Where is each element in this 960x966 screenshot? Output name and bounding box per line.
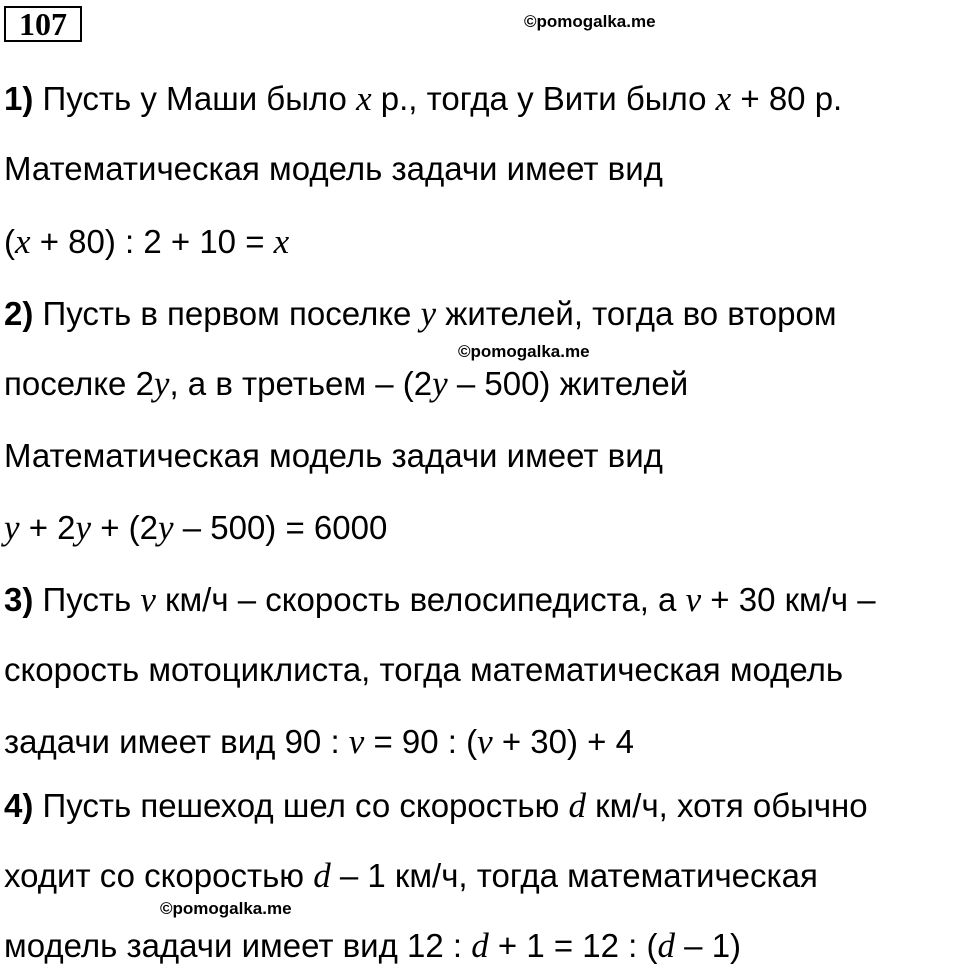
- math-variable: x: [273, 222, 290, 261]
- text-segment: ходит со скоростью: [4, 857, 314, 894]
- math-variable: d: [313, 856, 331, 895]
- text-segment: Пусть пешеход шел со скоростью: [33, 787, 569, 824]
- text-line: [4, 364, 688, 404]
- text-segment: Математическая модель задачи имеет вид: [4, 437, 663, 474]
- text-segment: задачи имеет вид 90 :: [4, 723, 349, 760]
- text-segment: км/ч, хотя обычно: [585, 787, 868, 824]
- text-segment: (: [4, 223, 15, 260]
- text-segment: скорость мотоциклиста, тогда математическая модель: [4, 651, 844, 688]
- math-variable: y: [153, 364, 170, 403]
- math-variable: y: [4, 508, 20, 547]
- text-line: [4, 650, 843, 690]
- text-segment: – 1): [675, 927, 742, 964]
- text-segment: + 80 р.: [731, 80, 843, 117]
- text-segment: – 500) жителей: [447, 365, 689, 402]
- text-segment: + 2: [19, 509, 76, 546]
- watermark-bottom: ©pomogalka.me: [160, 899, 292, 918]
- text-line: [4, 436, 663, 476]
- math-variable: y: [158, 508, 174, 547]
- text-line: [4, 786, 868, 826]
- math-variable: y: [432, 364, 448, 403]
- watermark-top: ©pomogalka.me: [524, 12, 656, 31]
- text-segment: + 1 = 12 : (: [488, 927, 658, 964]
- math-variable: d: [471, 926, 489, 965]
- math-variable: d: [657, 926, 676, 965]
- text-line: [4, 580, 876, 620]
- text-segment: модель задачи имеет вид 12 :: [4, 927, 472, 964]
- math-variable: v: [685, 580, 702, 619]
- watermark-middle: ©pomogalka.me: [458, 342, 590, 361]
- text-segment: жителей, тогда во втором: [436, 295, 837, 332]
- text-segment: – 500) = 6000: [173, 509, 388, 546]
- math-variable: x: [356, 79, 372, 118]
- text-segment: + 30 км/ч –: [701, 581, 876, 618]
- math-variable: v: [348, 722, 365, 761]
- text-line: [4, 508, 387, 548]
- item-number: 4): [4, 787, 34, 824]
- math-variable: v: [477, 722, 493, 761]
- text-segment: Пусть в первом поселке: [33, 295, 421, 332]
- text-segment: Математическая модель задачи имеет вид: [4, 150, 663, 187]
- text-segment: км/ч – скорость велосипедиста, а: [155, 581, 686, 618]
- math-variable: y: [420, 294, 437, 333]
- text-segment: + (2: [91, 509, 159, 546]
- math-variable: d: [568, 786, 586, 825]
- text-line: [4, 856, 818, 896]
- text-segment: + 80) : 2 + 10 =: [30, 223, 274, 260]
- text-line: [4, 926, 741, 966]
- text-segment: – 1 км/ч, тогда математическая: [330, 857, 818, 894]
- text-segment: р., тогда у Вити было: [371, 80, 716, 117]
- math-variable: x: [715, 79, 732, 118]
- item-number: 3): [4, 581, 34, 618]
- text-line: [4, 149, 663, 189]
- text-segment: = 90 : (: [364, 723, 478, 760]
- problem-number-box: 107: [4, 6, 82, 42]
- math-variable: y: [75, 508, 92, 547]
- text-line: [4, 294, 837, 334]
- math-variable: v: [140, 580, 156, 619]
- math-variable: x: [15, 222, 31, 261]
- item-number: 1): [4, 80, 34, 117]
- text-segment: Пусть у Маши было: [33, 80, 357, 117]
- text-segment: Пусть: [33, 581, 141, 618]
- item-number: 2): [4, 295, 34, 332]
- text-segment: + 30) + 4: [492, 723, 634, 760]
- text-segment: поселке 2: [4, 365, 154, 402]
- text-segment: , а в третьем – (2: [169, 365, 433, 402]
- text-line: [4, 222, 289, 262]
- text-line: [4, 79, 842, 119]
- text-line: [4, 722, 634, 762]
